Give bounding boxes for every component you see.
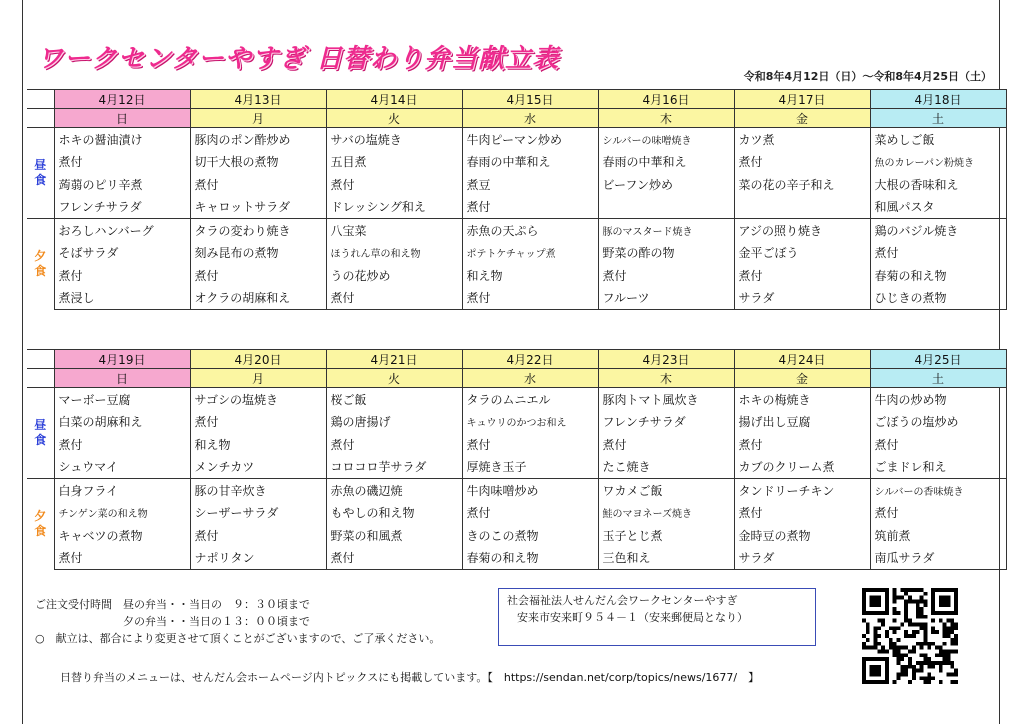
date-header: 4月21日 xyxy=(326,350,462,369)
lunch-dish: 鶏の唐揚げ xyxy=(326,411,462,434)
dinner-dish: ひじきの煮物 xyxy=(870,287,1006,310)
dinner-dish: うの花炒め xyxy=(326,264,462,287)
dinner-dish: 煮付 xyxy=(462,287,598,310)
lunch-label-char: 昼 xyxy=(34,418,47,432)
dinner-dish: 春菊の和え物 xyxy=(870,264,1006,287)
dinner-dish: 野菜の酢の物 xyxy=(598,242,734,265)
lunch-dish: 煮付 xyxy=(462,433,598,456)
lunch-dish: シルバーの味噌焼き xyxy=(598,128,734,151)
dinner-dish: 白身フライ xyxy=(54,479,190,502)
weekday-header: 金 xyxy=(734,109,870,128)
menu-period: 令和8年4月12日（日）～令和8年4月25日（土） xyxy=(743,70,992,83)
lunch-dish: 牛肉の炒め物 xyxy=(870,388,1006,411)
dinner-dish: 赤魚の磯辺焼 xyxy=(326,479,462,502)
organization-name: 社会福祉法人せんだん会ワークセンターやすぎ xyxy=(507,594,738,607)
lunch-dish: 煮付 xyxy=(734,433,870,456)
dinner-dish: 煮付 xyxy=(54,264,190,287)
weekday-header: 水 xyxy=(462,369,598,388)
lunch-dish: 煮付 xyxy=(462,196,598,219)
lunch-dish: 煮付 xyxy=(734,151,870,174)
corner-cell xyxy=(27,90,54,109)
lunch-dish: たこ焼き xyxy=(598,456,734,479)
lunch-dish: ごぼうの塩炒め xyxy=(870,411,1006,434)
date-header: 4月23日 xyxy=(598,350,734,369)
dinner-dish: フルーツ xyxy=(598,287,734,310)
dinner-dish: サラダ xyxy=(734,547,870,570)
date-header: 4月14日 xyxy=(326,90,462,109)
lunch-dish: シュウマイ xyxy=(54,456,190,479)
dinner-dish: タンドリーチキン xyxy=(734,479,870,502)
weekday-header: 火 xyxy=(326,369,462,388)
dinner-label-char: 食 xyxy=(34,264,47,279)
dinner-dish: 刻み昆布の煮物 xyxy=(190,242,326,265)
dinner-dish: 煮付 xyxy=(190,264,326,287)
lunch-dish: 厚焼き玉子 xyxy=(462,456,598,479)
dinner-dish: 煮付 xyxy=(870,502,1006,525)
date-header: 4月20日 xyxy=(190,350,326,369)
lunch-dish: ドレッシング和え xyxy=(326,196,462,219)
lunch-dish: ごまドレ和え xyxy=(870,456,1006,479)
dinner-label-char: 食 xyxy=(34,524,47,539)
lunch-dish: キャロットサラダ xyxy=(190,196,326,219)
dinner-dish: 煮付 xyxy=(462,502,598,525)
date-header: 4月17日 xyxy=(734,90,870,109)
organization-address: 安来市安来町９５４－１（安来郵便局となり） xyxy=(517,611,748,624)
dinner-dish: ナポリタン xyxy=(190,547,326,570)
lunch-dish: 春雨の中華和え xyxy=(462,151,598,174)
lunch-dish: ビーフン炒め xyxy=(598,173,734,196)
lunch-label-char: 昼 xyxy=(34,158,47,172)
dinner-dish: 煮浸し xyxy=(54,287,190,310)
dinner-dish: チンゲン菜の和え物 xyxy=(54,502,190,525)
lunch-dish: 煮付 xyxy=(598,433,734,456)
dinner-dish: 煮付 xyxy=(734,264,870,287)
dinner-label-char: 夕 xyxy=(34,249,47,264)
menu-table-week-2 xyxy=(27,349,1007,570)
lunch-dish: サゴシの塩焼き xyxy=(190,388,326,411)
lunch-dish: 牛肉ピーマン炒め xyxy=(462,128,598,151)
dinner-label-char: 夕 xyxy=(34,509,47,524)
lunch-dish: サバの塩焼き xyxy=(326,128,462,151)
weekday-header: 土 xyxy=(870,369,1006,388)
dinner-dish: 三色和え xyxy=(598,547,734,570)
lunch-dish: ホキの醤油漬け xyxy=(54,128,190,151)
lunch-dish: カツ煮 xyxy=(734,128,870,151)
dinner-dish: きのこの煮物 xyxy=(462,524,598,547)
dinner-dish: 煮付 xyxy=(734,502,870,525)
dinner-dish: 野菜の和風煮 xyxy=(326,524,462,547)
lunch-dish: 白菜の胡麻和え xyxy=(54,411,190,434)
weekday-header: 金 xyxy=(734,369,870,388)
lunch-dish: ホキの梅焼き xyxy=(734,388,870,411)
order-info xyxy=(35,596,440,647)
lunch-dish: カブのクリーム煮 xyxy=(734,456,870,479)
lunch-dish: 揚げ出し豆腐 xyxy=(734,411,870,434)
dinner-dish: 筑前煮 xyxy=(870,524,1006,547)
lunch-dish: 煮付 xyxy=(326,173,462,196)
weekday-header: 水 xyxy=(462,109,598,128)
dinner-dish: 煮付 xyxy=(326,547,462,570)
organization-box xyxy=(498,588,816,646)
weekday-header: 日 xyxy=(54,109,190,128)
date-header: 4月12日 xyxy=(54,90,190,109)
weekday-header: 火 xyxy=(326,109,462,128)
lunch-label xyxy=(27,388,54,479)
dinner-dish: タラの変わり焼き xyxy=(190,219,326,242)
dinner-dish: おろしハンバーグ xyxy=(54,219,190,242)
weekday-header: 木 xyxy=(598,369,734,388)
lunch-dish: 和風パスタ xyxy=(870,196,1006,219)
lunch-label-char: 食 xyxy=(34,173,47,187)
lunch-label xyxy=(27,128,54,219)
lunch-dish: 煮豆 xyxy=(462,173,598,196)
date-header: 4月18日 xyxy=(870,90,1006,109)
weekday-header: 月 xyxy=(190,369,326,388)
lunch-dish: 魚のカレーパン粉焼き xyxy=(870,151,1006,174)
dinner-dish: 鶏のバジル焼き xyxy=(870,219,1006,242)
lunch-dish: コロコロ芋サラダ xyxy=(326,456,462,479)
lunch-dish: 菜の花の辛子和え xyxy=(734,173,870,196)
lunch-dish: メンチカツ xyxy=(190,456,326,479)
dinner-dish: 南瓜サラダ xyxy=(870,547,1006,570)
dinner-dish: 煮付 xyxy=(598,264,734,287)
lunch-dish: 桜ご飯 xyxy=(326,388,462,411)
dinner-dish: 金時豆の煮物 xyxy=(734,524,870,547)
qr-code-icon[interactable] xyxy=(862,588,958,684)
lunch-dish: 煮付 xyxy=(870,433,1006,456)
date-header: 4月19日 xyxy=(54,350,190,369)
corner-cell xyxy=(27,109,54,128)
menu-table-week-1 xyxy=(27,89,1007,310)
dinner-dish: 煮付 xyxy=(190,524,326,547)
lunch-dish: 煮付 xyxy=(54,151,190,174)
page-title: ワークセンターやすぎ 日替わり弁当献立表 xyxy=(37,44,560,74)
lunch-dish: 煮付 xyxy=(326,433,462,456)
dinner-dish: 春菊の和え物 xyxy=(462,547,598,570)
date-header: 4月16日 xyxy=(598,90,734,109)
lunch-dish: フレンチサラダ xyxy=(54,196,190,219)
lunch-dish: 菜めしご飯 xyxy=(870,128,1006,151)
lunch-dish: タラのムニエル xyxy=(462,388,598,411)
lunch-dish: 春雨の中華和え xyxy=(598,151,734,174)
dinner-dish: もやしの和え物 xyxy=(326,502,462,525)
dinner-dish: ワカメご飯 xyxy=(598,479,734,502)
lunch-dish: 煮付 xyxy=(190,173,326,196)
lunch-dish: 豚肉のポン酢炒め xyxy=(190,128,326,151)
lunch-dish: 煮付 xyxy=(54,433,190,456)
lunch-dish: 五目煮 xyxy=(326,151,462,174)
dinner-dish: そばサラダ xyxy=(54,242,190,265)
lunch-dish: 豚肉トマト風炊き xyxy=(598,388,734,411)
dinner-label xyxy=(27,479,54,570)
lunch-dish: 蒟蒻のピリ辛煮 xyxy=(54,173,190,196)
dinner-dish: 豚の甘辛炊き xyxy=(190,479,326,502)
dinner-dish: シルバーの香味焼き xyxy=(870,479,1006,502)
date-header: 4月22日 xyxy=(462,350,598,369)
dinner-dish: サラダ xyxy=(734,287,870,310)
dinner-dish: キャベツの煮物 xyxy=(54,524,190,547)
dinner-dish: 鮭のマヨネーズ焼き xyxy=(598,502,734,525)
dinner-dish: ポテトケチャップ煮 xyxy=(462,242,598,265)
lunch-dish: 煮付 xyxy=(190,411,326,434)
dinner-dish: 金平ごぼう xyxy=(734,242,870,265)
dinner-dish: 牛肉味噌炒め xyxy=(462,479,598,502)
lunch-dish xyxy=(598,196,734,219)
lunch-dish xyxy=(734,196,870,219)
weekday-header: 木 xyxy=(598,109,734,128)
order-time-dinner: 夕の弁当・・当日の１３：００頃まで xyxy=(35,615,310,628)
weekday-header: 日 xyxy=(54,369,190,388)
website-note: 日替り弁当のメニューは、せんだん会ホームページ内トピックスにも掲載しています。【 https://sendan.net/corp/topics/news/1677/ 】 xyxy=(60,671,760,684)
lunch-dish: 大根の香味和え xyxy=(870,173,1006,196)
lunch-dish: マーボー豆腐 xyxy=(54,388,190,411)
dinner-dish: オクラの胡麻和え xyxy=(190,287,326,310)
dinner-dish: 八宝菜 xyxy=(326,219,462,242)
dinner-label xyxy=(27,219,54,310)
dinner-dish: 煮付 xyxy=(870,242,1006,265)
dinner-dish: 豚のマスタード焼き xyxy=(598,219,734,242)
lunch-dish: 切干大根の煮物 xyxy=(190,151,326,174)
weekday-header: 土 xyxy=(870,109,1006,128)
date-header: 4月24日 xyxy=(734,350,870,369)
dinner-dish: 煮付 xyxy=(326,287,462,310)
date-header: 4月13日 xyxy=(190,90,326,109)
order-time-lunch: ご注文受付時間 昼の弁当・・当日の ９：３０頃まで xyxy=(35,598,310,611)
corner-cell xyxy=(27,369,54,388)
dinner-dish: シーザーサラダ xyxy=(190,502,326,525)
date-header: 4月15日 xyxy=(462,90,598,109)
dinner-dish: 和え物 xyxy=(462,264,598,287)
lunch-dish: 和え物 xyxy=(190,433,326,456)
dinner-dish: ほうれん草の和え物 xyxy=(326,242,462,265)
dinner-dish: 玉子とじ煮 xyxy=(598,524,734,547)
lunch-label-char: 食 xyxy=(34,433,47,447)
corner-cell xyxy=(27,350,54,369)
dinner-dish: 赤魚の天ぷら xyxy=(462,219,598,242)
dinner-dish: アジの照り焼き xyxy=(734,219,870,242)
menu-change-notice: ○ 献立は、都合により変更させて頂くことがございますので、ご了承ください。 xyxy=(35,632,441,645)
dinner-dish: 煮付 xyxy=(54,547,190,570)
weekday-header: 月 xyxy=(190,109,326,128)
lunch-dish: フレンチサラダ xyxy=(598,411,734,434)
date-header: 4月25日 xyxy=(870,350,1006,369)
lunch-dish: キュウリのかつお和え xyxy=(462,411,598,434)
